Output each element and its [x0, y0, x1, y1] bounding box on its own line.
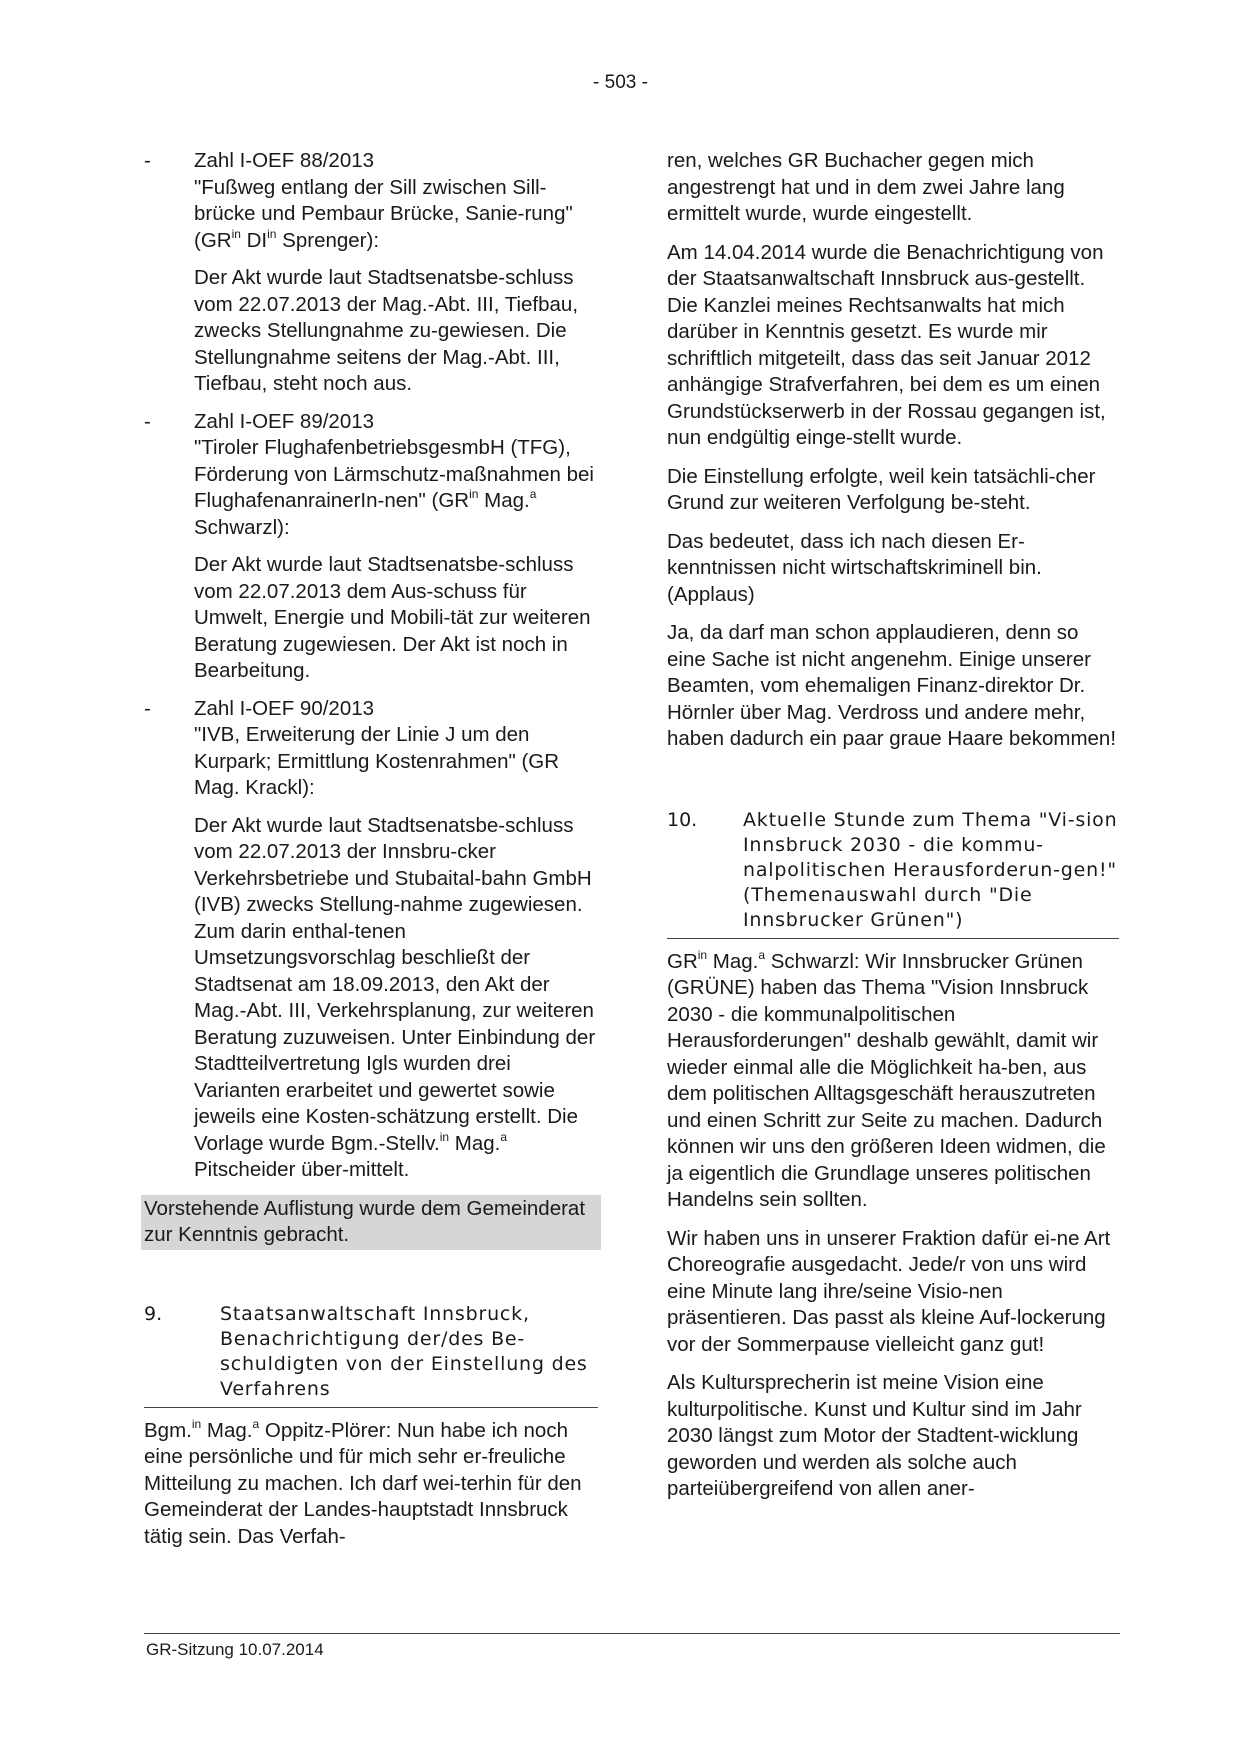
- list-item: [144, 148, 598, 398]
- section-number: 9.: [144, 1302, 163, 1325]
- list-item: [144, 696, 598, 1184]
- section-heading-9: [144, 1302, 598, 1408]
- footer-rule: [144, 1633, 1120, 1634]
- page-number: - 503 -: [593, 72, 648, 93]
- paragraph: Die Einstellung erfolgte, weil kein tatsächli-cher Grund zur weiteren Verfolgung be-steht.: [667, 464, 1096, 514]
- item-title: "Tiroler FlughafenbetriebsgesmbH (TFG), Förderung von Lärmschutz-maßnahmen bei FlughafenanrainerIn-nen" ($GR^{in}$ Mag.$^a$ Schwarzl):: [194, 436, 594, 539]
- item-number: Zahl I-OEF 88/2013: [194, 149, 375, 172]
- speech-paragraph: Bgm.$^{in}$ Mag.$^a$ Oppitz-Plörer: Nun habe ich noch eine persönliche und für mich sehr er-freuliche Mitteilung zu machen. Ich darf wei-terhin für den Gemeinderat der Landes-hauptstadt Innsbruck tätig sein. Das Verfah-: [144, 1416, 582, 1548]
- item-text: Der Akt wurde laut Stadtsenatsbe-schluss vom 22.07.2013 der Mag.-Abt. III, Tiefbau, zwecks Stellungnahme zu-gewiesen. Die Stellungnahme seitens der Mag.-Abt. III, Tiefbau, steht noch aus.: [194, 266, 579, 395]
- list-dash: -: [144, 409, 151, 433]
- paragraph: Ja, da darf man schon applaudieren, denn so eine Sache ist nicht angenehm. Einige unserer Beamten, vom ehemaligen Finanz-direktor Dr. Hörnler über Mag. Verdross und andere mehr, haben dadurch ein paar graue Haare bekommen!: [667, 621, 1117, 750]
- section-heading-10: [667, 808, 1119, 939]
- list-dash: -: [144, 149, 151, 172]
- list-dash: -: [144, 696, 151, 720]
- item-number: Zahl I-OEF 89/2013: [194, 409, 375, 433]
- item-number: Zahl I-OEF 90/2013: [194, 696, 375, 720]
- paragraph: Am 14.04.2014 wurde die Benachrichtigung von der Staatsanwaltschaft Innsbruck aus-gestellt. Die Kanzlei meines Rechtsanwalts hat mich darüber in Kenntnis gesetzt. Es wurde mir schriftlich mitgeteilt, dass das seit Januar 2012 anhängige Strafverfahren, bei dem es um einen Grundstückserwerb in der Rossau gegangen ist, nun endgültig einge-stellt wurde.: [667, 240, 1106, 449]
- speech-paragraph: $GR^{in}$ Mag.$^a$ Schwarzl: Wir Innsbrucker Grünen (GRÜNE) haben das Thema "Vision Innsbruck 2030 - die kommunalpolitischen Herausforderungen" deshalb gewählt, damit wir wieder einmal alle die Möglichkeit ha-ben, aus dem politischen Alltagsgeschäft herauszutreten und einen Schritt zur Seite zu machen. Dadurch können wir uns den größeren Ideen widmen, die ja eigentlich die Grundlage unseres politischen Handelns sein sollten.: [667, 947, 1106, 1211]
- paragraph: Wir haben uns in unserer Fraktion dafür ei-ne Art Choreografie ausgedacht. Jede/r von uns wird eine Minute lang ihre/seine Visio-nen präsentieren. Das passt als kleine Auf-lockerung vor der Sommerpause vielleicht ganz gut!: [667, 1226, 1111, 1356]
- left-column: [144, 148, 598, 1562]
- section-title: Staatsanwaltschaft Innsbruck, Benachrichtigung der/des Be-schuldigten von der Einstellung des Verfahrens: [220, 1302, 588, 1400]
- right-column: [667, 148, 1119, 1515]
- summary-box: Vorstehende Auflistung wurde dem Gemeinderat zur Kenntnis gebracht.: [141, 1195, 601, 1250]
- item-text: Der Akt wurde laut Stadtsenatsbe-schluss vom 22.07.2013 dem Aus-schuss für Umwelt, Energie und Mobili-tät zur weiteren Beratung zugewiesen. Der Akt ist noch in Bearbeitung.: [194, 553, 591, 682]
- footer-text: GR-Sitzung 10.07.2014: [146, 1640, 324, 1659]
- paragraph: ren, welches GR Buchacher gegen mich angestrengt hat und in dem zwei Jahre lang ermittelt wurde, wurde eingestellt.: [667, 149, 1065, 225]
- item-text: Der Akt wurde laut Stadtsenatsbe-schluss vom 22.07.2013 der Innsbru-cker Verkehrsbetriebe und Stubaital-bahn GmbH (IVB) zwecks Stellung-nahme zugewiesen. Zum darin enthal-tenen Umsetzungsvorschlag beschließt der Stadtsenat am 18.09.2013, den Akt der Mag.-Abt. III, Verkehrsplanung, zur weiteren Beratung zuzuweisen. Unter Einbindung der Stadtteilvertretung Igls wurden drei Varianten erarbeitet und gewertet sowie jeweils eine Kosten-schätzung erstellt. Die Vorlage wurde Bgm.-Stellv.$^{in}$ Mag.$^a$ Pitscheider über-mittelt.: [194, 813, 596, 1181]
- section-title: Aktuelle Stunde zum Thema "Vi-sion Innsbruck 2030 - die kommu-nalpolitischen Herausforderun-gen!" (Themenauswahl durch "Die Innsbrucker Grünen"): [743, 808, 1118, 931]
- item-title: "Fußweg entlang der Sill zwischen Sill-brücke und Pembaur Brücke, Sanie-rung" ($GR^{in}$ $DI^{in}$ Sprenger):: [194, 175, 573, 252]
- paragraph: Das bedeutet, dass ich nach diesen Er-kenntnissen nicht wirtschaftskriminell bin. (Applaus): [667, 529, 1042, 606]
- paragraph: Als Kultursprecherin ist meine Vision eine kulturpolitische. Kunst und Kultur sind im Jahr 2030 längst zum Motor der Stadtent-wicklung geworden und werden als solche auch parteiübergreifend von allen aner-: [667, 1371, 1082, 1500]
- list-item: [144, 409, 598, 685]
- item-title: "IVB, Erweiterung der Linie J um den Kurpark; Ermittlung Kostenrahmen" (GR Mag. Krackl):: [194, 723, 560, 799]
- section-number: 10.: [667, 808, 698, 831]
